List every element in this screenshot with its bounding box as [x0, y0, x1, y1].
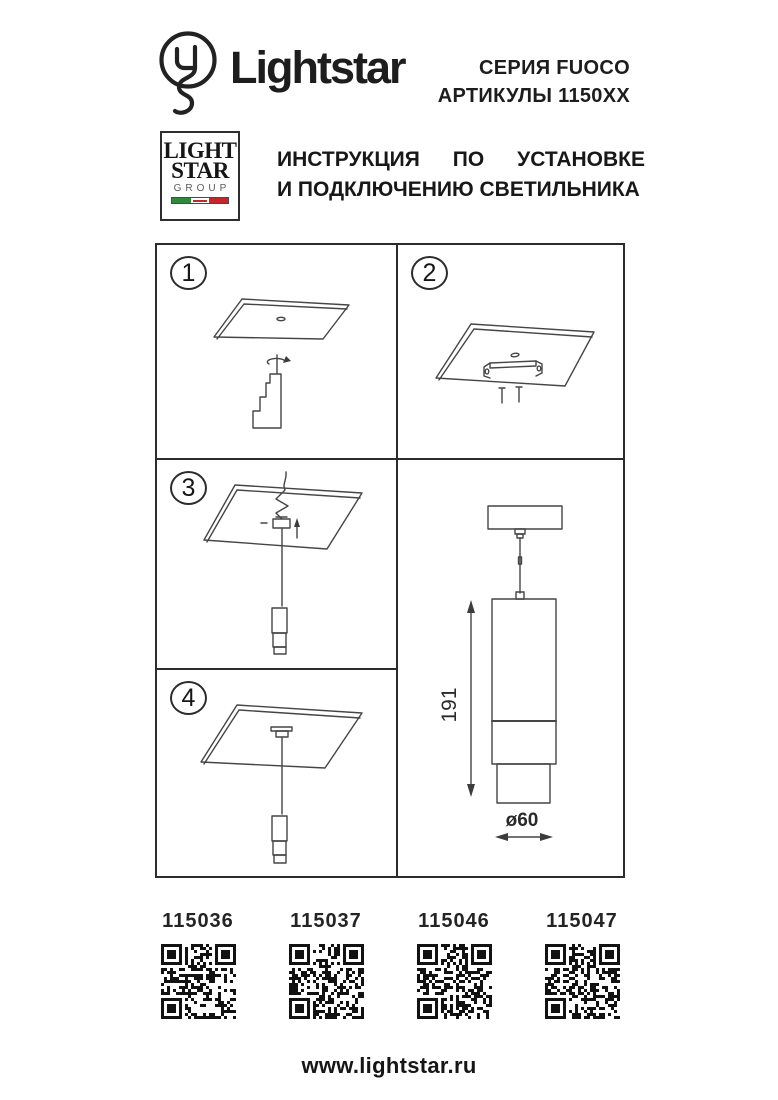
article-column: [283, 908, 369, 1019]
flag-red-segment: [209, 198, 228, 203]
italy-flag-icon: [171, 197, 229, 204]
lightstar-group-logo: [160, 131, 240, 221]
qr-code-icon: [417, 944, 492, 1019]
page-title-line2: И ПОДКЛЮЧЕНИЮ СВЕТИЛЬНИКА: [277, 178, 640, 201]
svg-text:ø60: ø60: [505, 810, 539, 831]
article-code: 115036: [162, 910, 234, 932]
product-dimension-drawing: [398, 460, 623, 876]
step-4-panel: [157, 670, 396, 876]
logo-box-line2: STAR: [171, 158, 229, 183]
qr-code-icon: [545, 944, 620, 1019]
step-number-badge: 2: [411, 256, 448, 290]
articles-row: [155, 908, 625, 1019]
flag-green-segment: [172, 198, 191, 203]
article-column: [411, 908, 497, 1019]
article-code: 115037: [290, 910, 362, 932]
step-number-badge: 4: [170, 681, 207, 715]
website-url: www.lightstar.ru: [301, 1053, 477, 1078]
step-number-badge: 3: [170, 471, 207, 505]
qr-code-icon: [289, 944, 364, 1019]
article-column: [155, 908, 241, 1019]
step-2-panel: [398, 245, 623, 458]
series-articles: АРТИКУЛЫ 1150XX: [437, 85, 630, 107]
product-dimension-panel: [398, 460, 623, 876]
article-code: 115046: [418, 910, 490, 932]
step-1-panel: [157, 245, 396, 458]
flag-white-segment: [191, 198, 210, 203]
series-block: [438, 54, 630, 110]
lightstar-bulb-logo-icon: [151, 26, 225, 120]
series-name: СЕРИЯ FUOCO: [479, 57, 630, 79]
svg-text:191: 191: [438, 687, 461, 723]
brand-wordmark: Lightstar: [230, 42, 405, 93]
steps-grid: [155, 243, 625, 878]
qr-code-icon: [161, 944, 236, 1019]
logo-box-line1: LIGHT: [163, 138, 237, 163]
step-3-panel: [157, 460, 396, 668]
article-code: 115047: [546, 910, 618, 932]
step-number-badge: 1: [170, 256, 207, 290]
article-column: [539, 908, 625, 1019]
page-title-line1: ИНСТРУКЦИЯ ПО УСТАНОВКЕ: [277, 148, 645, 171]
page-title: [277, 145, 645, 205]
logo-box-line3: GROUP: [173, 183, 231, 194]
